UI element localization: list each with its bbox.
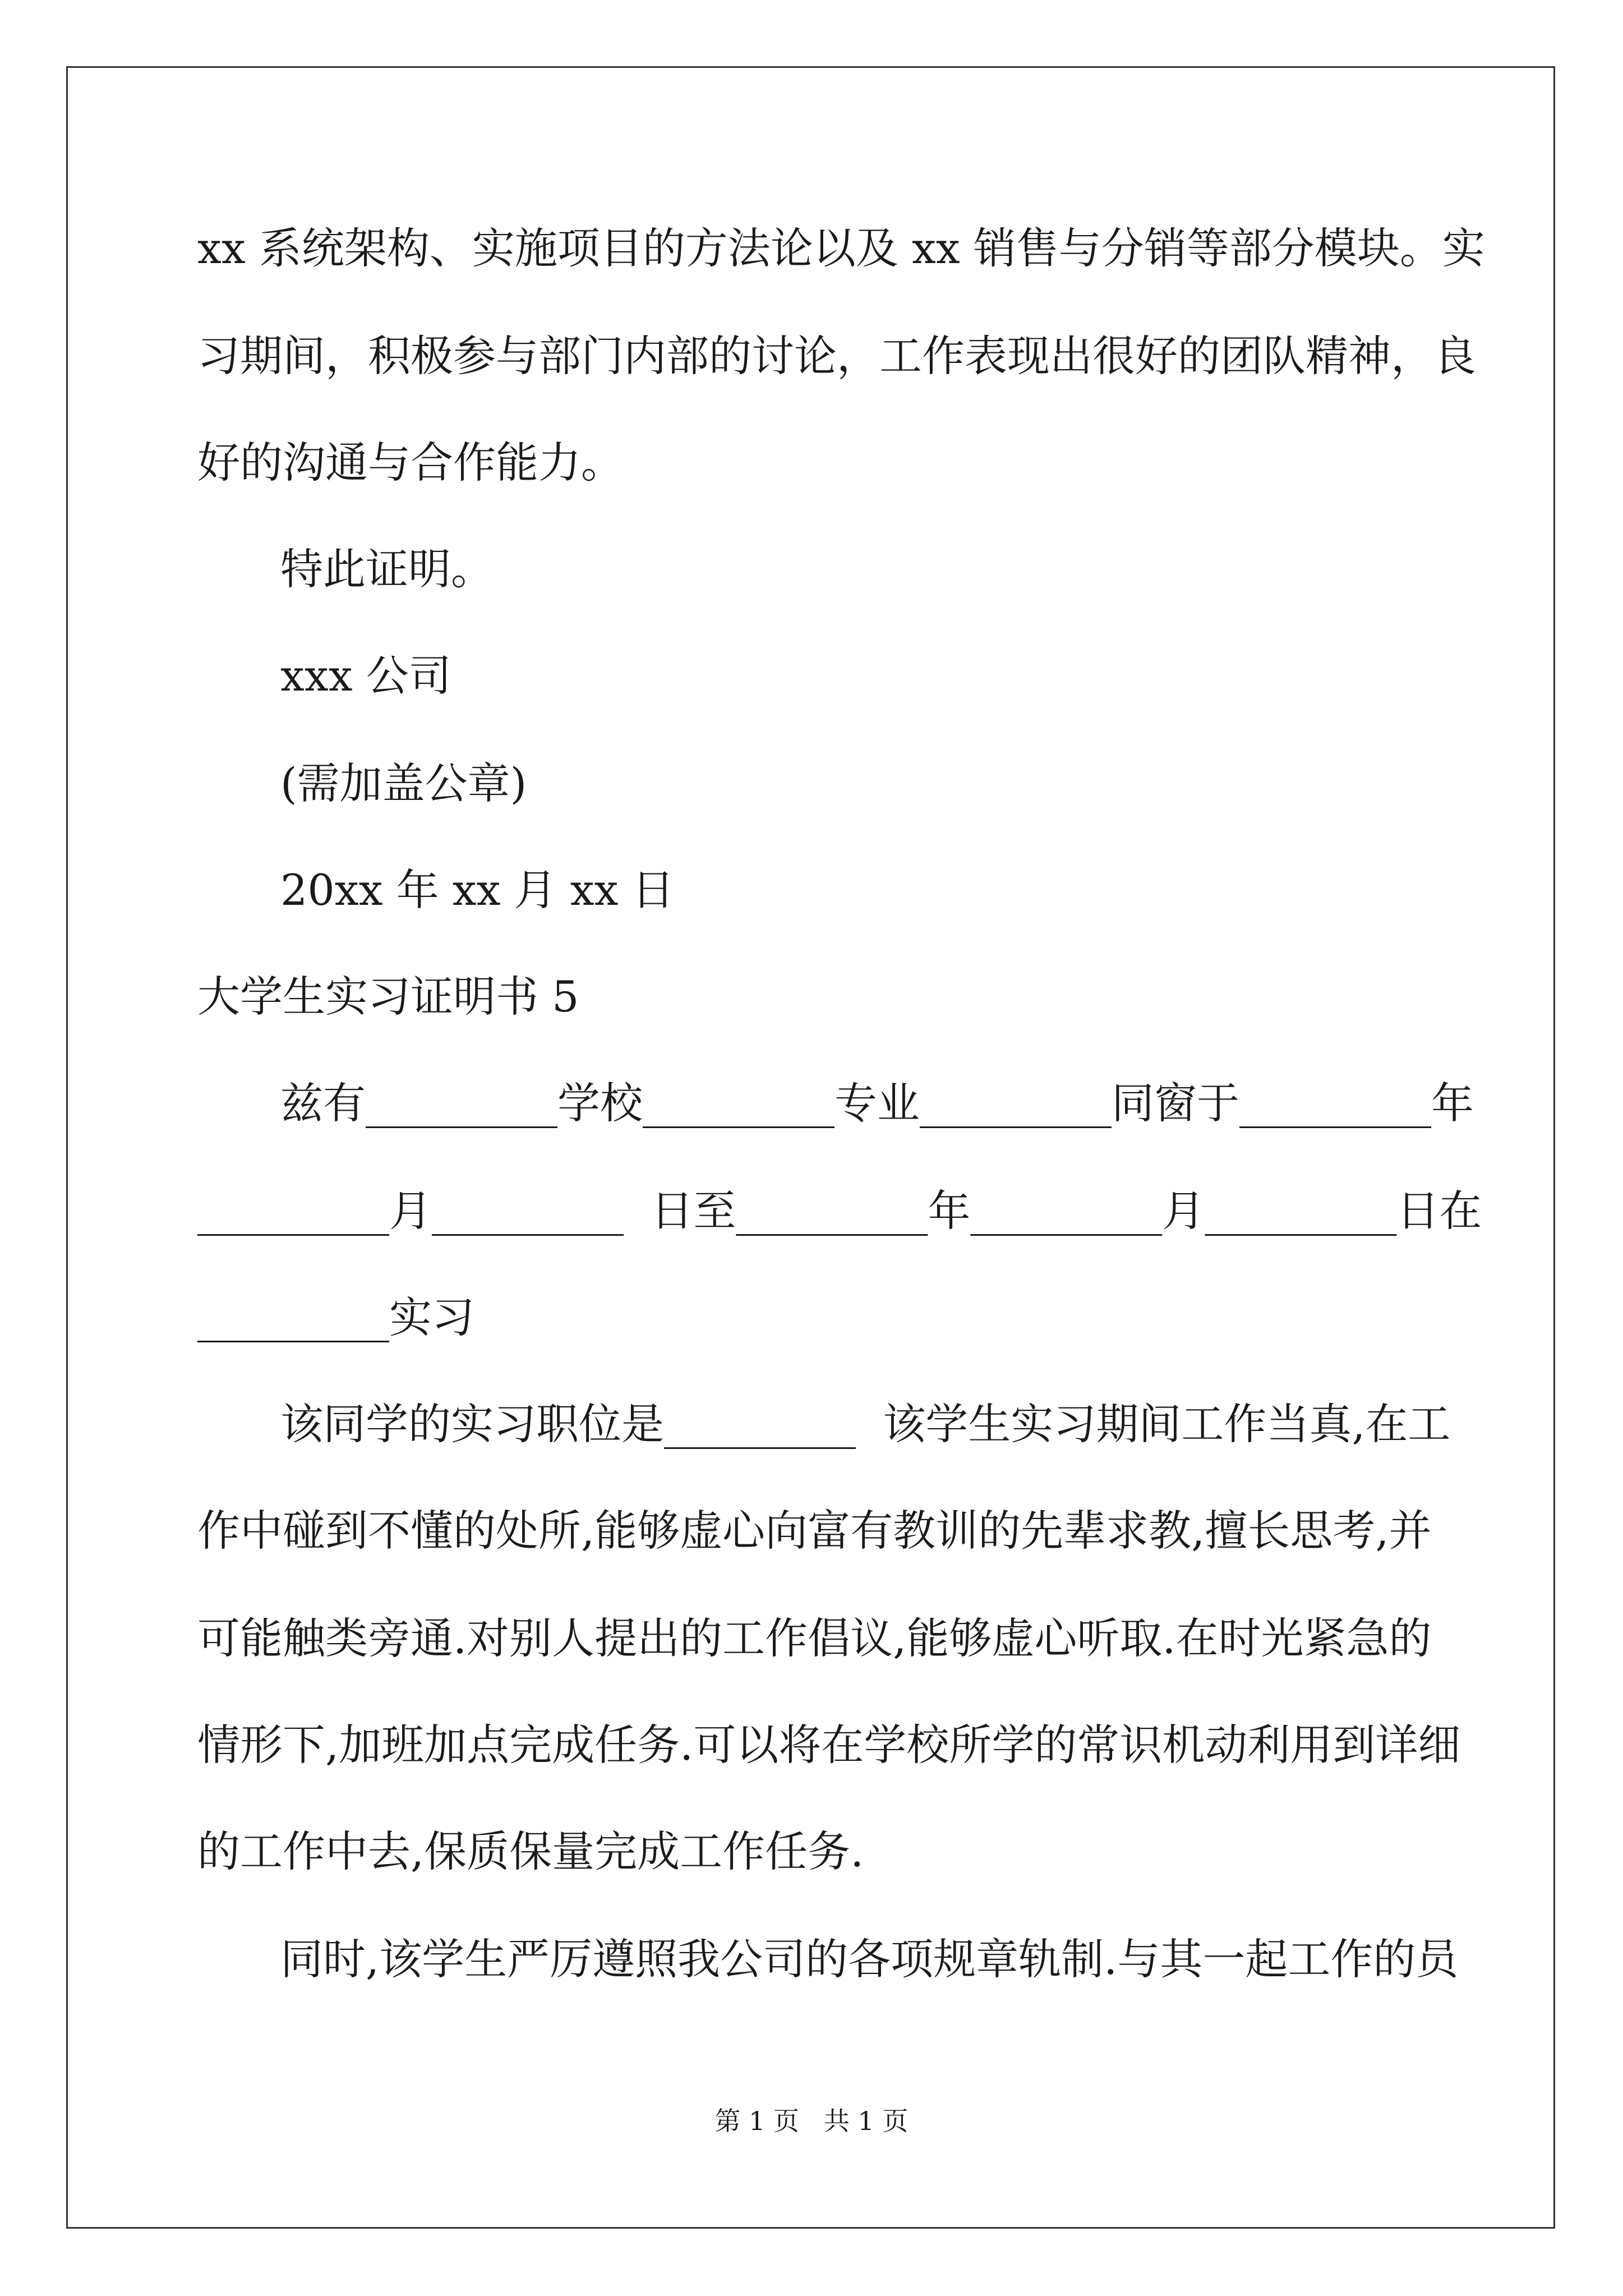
company-name: xxx 公司: [280, 651, 451, 701]
section-heading: 大学生实习证明书 5: [197, 972, 579, 1022]
body-line-8: 的工作中去,保质保量完成工作任务.: [197, 1826, 864, 1876]
body-line-5: 作中碰到不懂的处所,能够虚心向富有教训的先辈求教,擅长思考,并: [197, 1506, 1432, 1556]
body-line-1: xx 系统架构、实施项目的方法论以及 xx 销售与分销等部分模块。实: [197, 223, 1485, 273]
seal-note: (需加盖公章): [280, 758, 527, 808]
page-footer: 第 1 页 共 1 页: [714, 2106, 909, 2136]
date-line: 20xx 年 xx 月 xx 日: [280, 865, 675, 915]
body-line-7: 情形下,加班加点完成任务.可以将在学校所学的常识机动利用到详细: [197, 1720, 1461, 1770]
body-line-3: 好的沟通与合作能力。: [197, 438, 624, 487]
body-line-9: 同时,该学生严厉遵照我公司的各项规章轨制.与其一起工作的员: [280, 1934, 1459, 1984]
form-line-2: _________月_________ 日至_________年_________月_________日在: [197, 1186, 1482, 1236]
body-line-2: 习期间，积极参与部门内部的讨论，工作表现出很好的团队精神，良: [197, 331, 1476, 381]
page-border: [66, 66, 1555, 2229]
form-line-1: 兹有_________学校_________专业_________同窗于_________年: [280, 1078, 1474, 1128]
form-line-3: _________实习: [197, 1292, 474, 1342]
body-line-4: 该同学的实习职位是_________ 该学生实习期间工作当真,在工: [280, 1399, 1451, 1449]
closing-statement: 特此证明。: [280, 544, 494, 594]
body-line-6: 可能触类旁通.对别人提出的工作倡议,能够虚心听取.在时光紧急的: [197, 1613, 1432, 1663]
